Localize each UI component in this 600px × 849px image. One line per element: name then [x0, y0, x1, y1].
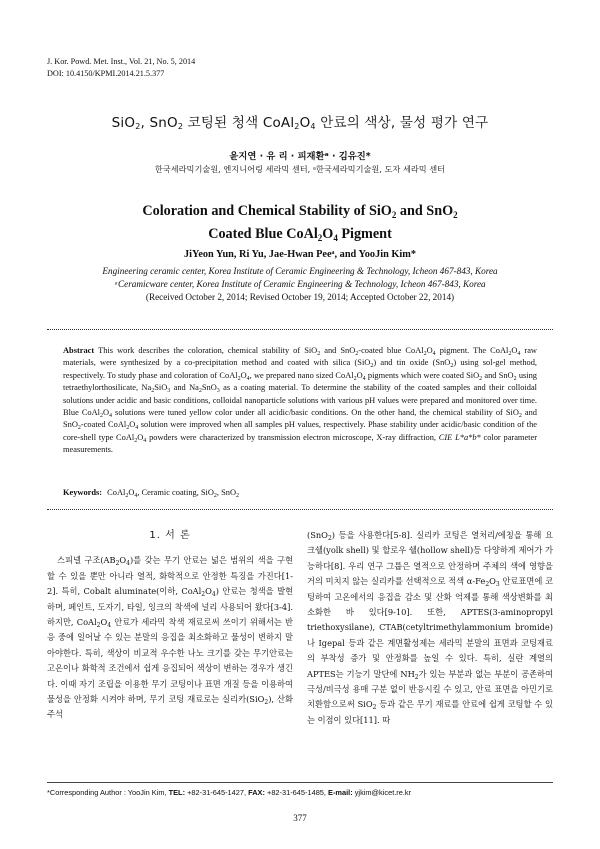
body-paragraph: (SnO$_2$) 등을 사용한다[5-8]. 실리카 코팅은 열처리/에칭을 통해 요크쉘(yolk shell) 및 할로우 쉘(hollow shell)등 다양하게 제어가 가능하다[8]. 우리 연구 그룹은 열적으로 안정하며 주체의 색에 영향을 거의 미치지 않는 실리카를 선택적으로 적색 $\alpha-Fe_2O_3$ 안료표면에 코팅하여 고온에서의 응집을 감소 및 산화 억제를 통해 색상변화를 최소화한 바 있다[9-10]. 또한, APTES(3-aminopropyl triethoxysilane), CTAB(cetyltrimethylammonium bromide)나 Igepal 등과 같은 계면활성제는 세라믹 분말의 표면과 코팅재료의 부착성 증가 및 안정화를 높일 수 있다. 특히, 실란 계열의 APTES는 기능기 말단에 $NH_2$가 있는 부분과 없는 부분이 공존하여 극성/비극성 용매 구분 없이 반응시킬 수 있고, 안료 표면을 아민기로 치환함으로써 SiO$_2$ 등과 같은 무기 재료를 안료에 쉽게 코팅할 수 있는 이점이 있다[11]. 따 — [307, 530, 553, 725]
english-affiliations: Engineering ceramic center, Korea Institute of Ceramic Engineering & Technology, Icheon 467-843, Korea ᵃCeramicware center, Korea Institute of Ceramic Engineering & Technology, Icheon 467-843, Korea — [102, 266, 498, 289]
divider-top — [47, 329, 553, 330]
footnote-divider — [47, 782, 553, 783]
received-dates: (Received October 2, 2014; Revised October 19, 2014; Accepted October 22, 2014) — [145, 292, 455, 302]
body-paragraph: 스피넬 구조$(AB_2O_4)$를 갖는 무기 안료는 넓은 범위의 색을 구현할 수 있을 뿐만 아니라 열적, 화학적으로 안정한 특징을 가진다[1-2]. 특히, Cobalt aluminate(이하, $CoAl_2O_4$) 안료는 청색을 발현하며, 페인트, 도자기, 타일, 잉크의 착색에 널리 사용되어 왔다[3-4]. 하지만, $CoAl_2O_4$ 안료가 세라믹 착색 재료로써 쓰이기 위해서는 반응 중에 일어날 수 있는 분말의 응집을 최소화하고 물성이 변하지 말아야한다. 특히, 색상이 비교적 우수한 나노 크기를 갖는 무기안료는 고온이나 화학적 조건에서 쉽게 응집되어 색상이 변하는 경우가 생긴다. 이때 자기 조립을 이용한 무기 코팅이나 표면 개질 등을 이용하여 물성을 안정화 시켜야 하며, 무기 코팅 재료로는 실리카(SiO$_2$), 산화주석 — [47, 555, 294, 720]
journal-citation: J. Kor. Powd. Met. Inst., Vol. 21, No. 5, 2014 — [47, 57, 196, 66]
korean-affiliations: 한국세라믹기술원, 엔지니어링 세라믹 센터, ᵃ한국세라믹기술원, 도자 세라믹 센터 — [154, 164, 446, 174]
body-column-left — [47, 528, 293, 723]
korean-authors: 윤지연 · 유 리 · 피재환ᵃ · 김유진* — [229, 151, 371, 162]
english-authors: JiYeon Yun, Ri Yu, Jae-Hwan Peeᵃ, and YooJin Kim* — [184, 249, 416, 260]
page-number: 377 — [293, 813, 307, 823]
body-column-right — [307, 528, 553, 728]
english-title: Coloration and Chemical Stability of SiO$_2$ and SnO$_2$ Coated Blue $CoAl_2O_4$ Pigment — [142, 203, 458, 243]
author-email-link[interactable]: yjkim@kicet.re.kr — [352, 788, 412, 797]
corresponding-author-footnote: *Corresponding Author : YooJin Kim, TEL: +82-31-645-1427, FAX: +82-31-645-1485, E-mail: yjkim@kicet.re.kr — [47, 788, 412, 797]
divider-abstract-bottom — [47, 509, 553, 510]
journal-doi: DOI: 10.4150/KPMI.2014.21.5.377 — [47, 68, 165, 78]
abstract: Abstract This work describes the coloration, chemical stability of SiO$_2$ and SnO$_2$-coated blue $CoAl_2O_4$ pigment. The $CoAl_2O_4$ raw materials, were synthesized by a co-precipitation method and coated with silica (SiO$_2$) and tin oxide (SnO$_2$) using sol-gel method, respectively. To study phase and coloration of $CoAl_2O_4$, we prepared nano sized $CoAl_2O_4$ pigments which were coated SiO$_2$ and SnO$_2$ using tetraethylorthosilicate, $Na_2SiO_3$ and $Na_2SnO_3$ as a coating material. To determine the stability of the coated samples and their colloidal solutions under acidic and basic conditions, colloidal nanoparticle solutions with various pH values were prepared and monitored over time. Blue $CoAl_2O_4$ solutions were tuned yellow color under all acidic/basic conditions. On the other hand, the chemical stability of SiO$_2$ and SnO$_2$-coated $CoAl_2O_4$ solution were improved when all samples pH values, respectively. Phase stability under acidic/basic condition of the core-shell type $CoAl_2O_4$ powders were characterized by transmission electron microscope, X-ray diffraction, CIE L*a*b* color parameter measurements. — [63, 346, 537, 455]
section-heading-introduction: 1. 서 론 — [149, 530, 191, 541]
korean-title: SiO$_2$, SnO$_2$ 코팅된 청색 $CoAl_2O_4$ 안료의 색상, 물성 평가 연구 — [111, 115, 489, 131]
keywords: Keywords: $CoAl_2O_4$, Ceramic coating, SiO$_2$, SnO$_2$ — [63, 488, 240, 499]
journal-header — [47, 56, 195, 79]
